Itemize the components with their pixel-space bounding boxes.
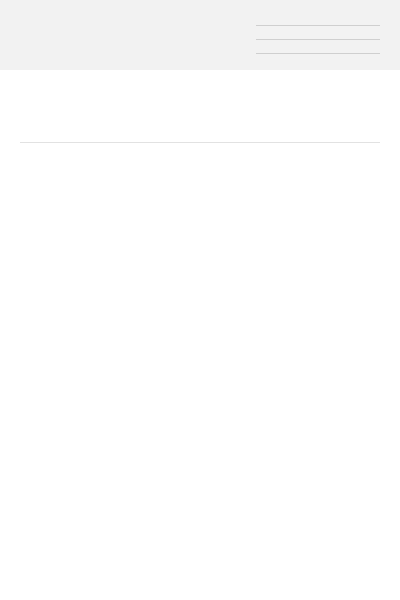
divider (256, 39, 380, 40)
divider (20, 142, 380, 143)
site-logo[interactable] (20, 12, 21, 27)
page-header (0, 0, 400, 70)
divider (256, 53, 380, 54)
divider (256, 25, 380, 26)
